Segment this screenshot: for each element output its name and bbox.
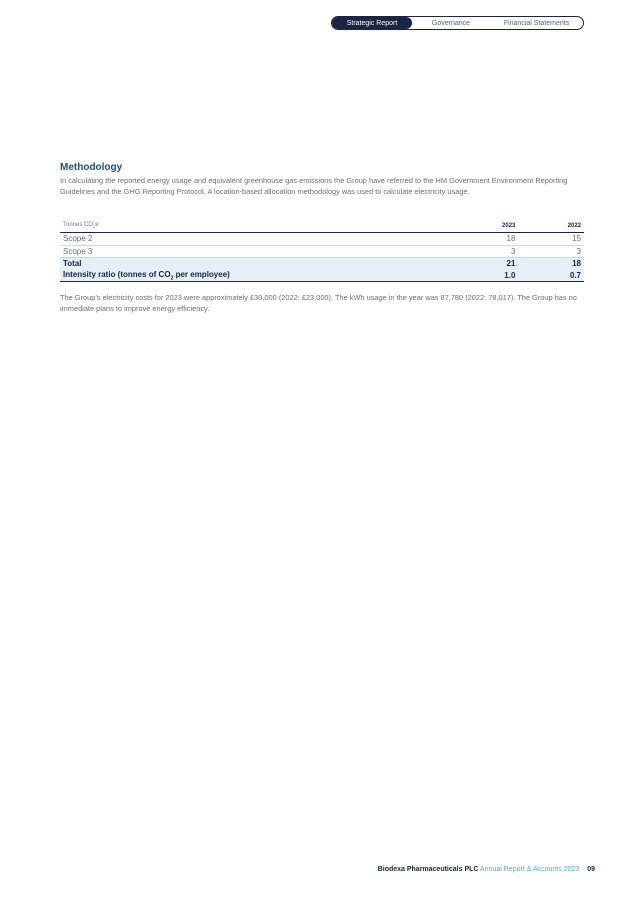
table-row — [60, 233, 584, 246]
value-2023: 21 — [453, 258, 519, 270]
table-row-total — [60, 258, 584, 270]
row-label: Intensity ratio (tonnes of $CO_2$ per employee) — [60, 270, 453, 282]
table-row-intensity — [60, 270, 584, 282]
methodology-paragraph: In calculating the reported energy usage and equivalent greenhouse gas emissions the Group have referred to the HM Government Environment Reporting Guidelines and the GHG Reporting Protocol. A location-based allocation methodology was used to calculate electricity usage. — [60, 176, 568, 197]
year-header-2022: 2022 — [518, 219, 584, 233]
electricity-costs-paragraph: The Group’s electricity costs for 2023 were approximately £30,000 (2022: £23,000). The kWh usage in the year was 87,780 (2022: 78,017). The Group has no immediate plans to improve energy efficiency. — [60, 293, 577, 314]
table-header-row — [60, 219, 584, 233]
tab-governance[interactable]: Governance — [431, 19, 471, 27]
section-heading: Methodology — [60, 162, 123, 173]
tab-strategic-report[interactable]: Strategic Report — [332, 17, 412, 29]
unit-header: Tonnes $CO_2e$ — [60, 219, 453, 233]
table-row — [60, 245, 584, 258]
year-header-2023: 2023 — [453, 219, 519, 233]
section-nav — [331, 16, 584, 30]
row-label: Total — [60, 258, 453, 270]
value-2022: 15 — [518, 233, 584, 246]
tab-financial-statements[interactable]: Financial Statements — [503, 19, 570, 27]
row-label: Scope 2 — [60, 233, 453, 246]
value-2023: 3 — [453, 245, 519, 258]
page-footer — [378, 866, 595, 873]
value-2022: 3 — [518, 245, 584, 258]
emissions-table — [60, 219, 584, 282]
value-2022: 18 — [518, 258, 584, 270]
row-label: Scope 3 — [60, 245, 453, 258]
value-2023: 1.0 — [453, 270, 519, 282]
page-number: 09 — [587, 866, 595, 873]
company-name: Biodexa Pharmaceuticals PLC — [377, 866, 479, 873]
value-2023: 18 — [453, 233, 519, 246]
report-title: Annual Report & Accounts 2023 — [480, 866, 580, 873]
value-2022: 0.7 — [518, 270, 584, 282]
